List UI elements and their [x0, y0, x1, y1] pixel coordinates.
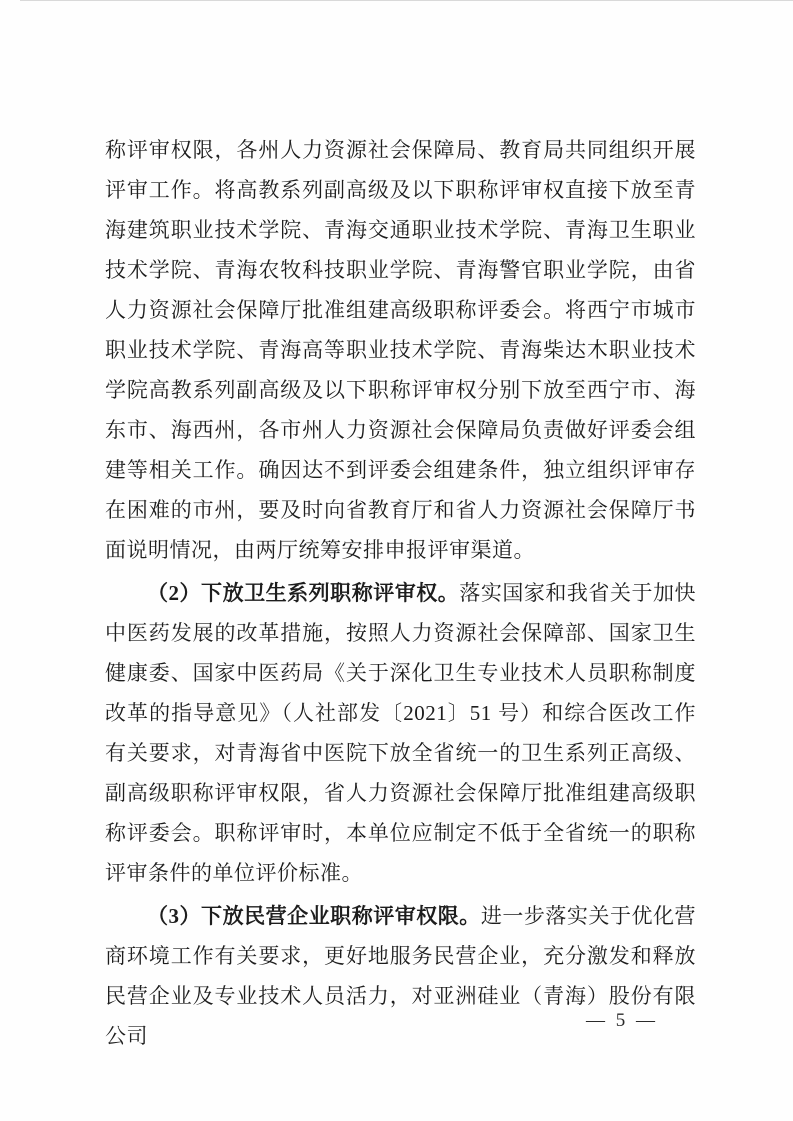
scan-edge-artifact	[20, 0, 793, 1]
paragraph-item-3-text: 进一步落实关于优化营商环境工作有关要求，更好地服务民营企业，充分激发和释放民营企业及专业技术人员活力，对亚洲硅业（青海）股份有限公司	[105, 904, 697, 1048]
paragraph-item-2-text: 落实国家和我省关于加快中医药发展的改革措施，按照人力资源社会保障部、国家卫生健康委、国家中医药局《关于深化卫生专业技术人员职称制度改革的指导意见》（人社部发〔2021〕51 号）和综合医改工作有关要求，对青海省中医院下放全省统一的卫生系列正高级、副高级职称评审权限，省人力资源社会保障厅批准组建高级职称评委会。职称评审时，本单位应制定不低于全省统一的职称评审条件的单位评价标准。	[105, 581, 697, 885]
paragraph-continuation-text: 称评审权限，各州人力资源社会保障局、教育局共同组织开展评审工作。将高教系列副高级及以下职称评审权直接下放至青海建筑职业技术学院、青海交通职业技术学院、青海卫生职业技术学院、青海农牧科技职业学院、青海警官职业学院，由省人力资源社会保障厅批准组建高级职称评委会。将西宁市城市职业技术学院、青海高等职业技术学院、青海柴达木职业技术学院高教系列副高级及以下职称评审权分别下放至西宁市、海东市、海西州，各市州人力资源社会保障局负责做好评委会组建等相关工作。确因达不到评委会组建条件，独立组织评审存在困难的市州，要及时向省教育厅和省人力资源社会保障厅书面说明情况，由两厅统筹安排申报评审渠道。	[105, 138, 696, 562]
paragraph-item-2	[105, 573, 696, 893]
paragraph-continuation	[105, 130, 696, 570]
paragraph-item-2-heading: （2）下放卫生系列职称评审权。	[147, 581, 460, 605]
paragraph-item-3-heading: （3）下放民营企业职称评审权限。	[147, 904, 481, 928]
document-body	[105, 130, 696, 1056]
page-number: — 5 —	[586, 1010, 658, 1031]
